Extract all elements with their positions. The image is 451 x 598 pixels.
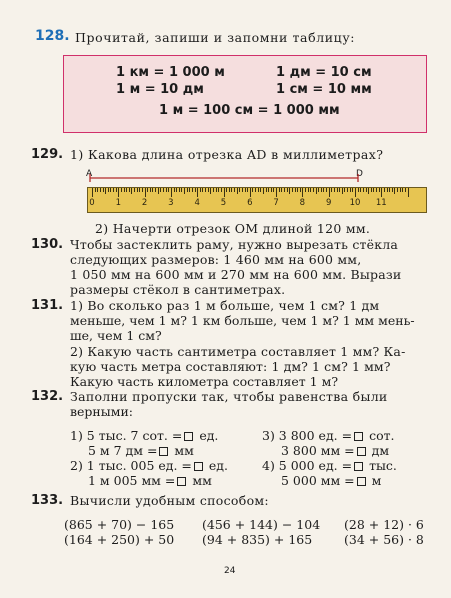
- exercise-number-133: 133.: [31, 493, 64, 508]
- fill-item-expr: 2) 1 тыс. 005 ед. =: [70, 458, 192, 473]
- ruler-tick: [344, 188, 345, 192]
- exercise-133-text: Вычисли удобным способом:: [70, 493, 269, 508]
- ruler-label: 3: [168, 198, 174, 208]
- ruler-tick: [363, 188, 364, 192]
- ruler-tick: [287, 188, 288, 192]
- ruler-tick: [316, 188, 317, 194]
- ruler-tick: [289, 188, 290, 194]
- ruler-tick: [281, 188, 282, 192]
- ruler-tick: [158, 188, 159, 194]
- ruler-tick: [118, 188, 119, 197]
- fill-item-1a: [70, 428, 218, 443]
- ruler-tick: [318, 188, 319, 192]
- ruler-tick: [329, 188, 330, 197]
- ruler-tick: [276, 188, 277, 197]
- exercise-132-line: Заполни пропуски так, чтобы равенства были: [70, 389, 388, 404]
- ruler-tick: [350, 188, 351, 192]
- ruler-tick: [252, 188, 253, 192]
- ruler-tick: [268, 188, 269, 192]
- ruler-tick: [213, 188, 214, 192]
- ruler-tick: [97, 188, 98, 192]
- exercise-131-line: 2) Какую часть сантиметра составляет 1 мм? Ка-: [70, 344, 406, 359]
- ruler-label: 9: [325, 198, 332, 208]
- ruler-tick: [105, 188, 106, 194]
- ruler-tick: [355, 188, 356, 197]
- exercise-131-line: 1) Во сколько раз 1 м больше, чем 1 см? 1 дм: [70, 298, 380, 313]
- ruler-tick: [168, 188, 169, 192]
- blank-box[interactable]: [194, 462, 203, 471]
- ruler-tick: [300, 188, 301, 192]
- ruler-tick: [381, 188, 382, 197]
- fill-item-unit: ед.: [199, 428, 219, 443]
- fill-item-2a: [70, 458, 228, 473]
- fill-item-4b: [281, 473, 381, 488]
- expression: (865 + 70) − 165: [64, 517, 175, 532]
- ruler-tick: [239, 188, 240, 192]
- ruler-tick: [195, 188, 196, 192]
- exercise-131-line: кую часть метра составляют: 1 дм? 1 см? 1 мм?: [70, 359, 391, 374]
- ruler-tick: [124, 188, 125, 192]
- fill-item-1b: [88, 443, 194, 458]
- ruler-tick: [210, 188, 211, 194]
- ruler-tick: [139, 188, 140, 192]
- ruler-tick: [400, 188, 401, 192]
- ruler-tick: [163, 188, 164, 192]
- blank-box[interactable]: [159, 447, 168, 456]
- ruler-tick: [142, 188, 143, 192]
- ruler-tick: [273, 188, 274, 192]
- ruler-tick: [245, 188, 246, 192]
- ruler-tick: [197, 188, 198, 197]
- ruler-tick: [292, 188, 293, 192]
- ruler-tick: [103, 188, 104, 192]
- ruler-tick: [145, 188, 146, 197]
- exercise-130-line: 1 050 мм на 600 мм и 270 мм на 600 мм. Вырази: [70, 267, 402, 282]
- fill-item-unit: мм: [192, 473, 212, 488]
- ruler-tick: [352, 188, 353, 192]
- ruler-tick: [116, 188, 117, 192]
- ruler-tick: [402, 188, 403, 192]
- ruler-tick: [302, 188, 303, 197]
- ruler-tick: [100, 188, 101, 192]
- ruler-tick: [134, 188, 135, 192]
- ruler-tick: [155, 188, 156, 192]
- ruler-tick: [176, 188, 177, 192]
- fill-item-unit: тыс.: [369, 458, 397, 473]
- ruler-tick: [379, 188, 380, 192]
- ruler-label: 2: [141, 198, 148, 208]
- blank-box[interactable]: [357, 447, 366, 456]
- ruler-tick: [231, 188, 232, 192]
- ruler-label: 8: [299, 198, 306, 208]
- ruler-tick: [174, 188, 175, 192]
- exercise-number-132: 132.: [31, 389, 64, 404]
- ruler-tick: [229, 188, 230, 192]
- ruler-tick: [342, 188, 343, 194]
- expression: (28 + 12) · 6: [344, 517, 424, 532]
- ruler-tick: [202, 188, 203, 192]
- blank-box[interactable]: [177, 477, 186, 486]
- exercise-130-line: размеры стёкол в сантиметрах.: [70, 282, 286, 297]
- ruler-tick: [237, 188, 238, 194]
- ruler-tick: [221, 188, 222, 192]
- expression: (456 + 144) − 104: [202, 517, 321, 532]
- ruler-tick: [224, 188, 225, 197]
- ruler-label: 1: [115, 198, 122, 208]
- ruler-tick: [152, 188, 153, 192]
- exercise-129-part1: 1) Какова длина отрезка AD в миллиметрах?: [70, 147, 384, 162]
- ruler-tick: [147, 188, 148, 192]
- fill-item-expr: 5 000 мм =: [281, 473, 355, 488]
- ruler-tick: [408, 188, 409, 197]
- ruler-tick: [126, 188, 127, 192]
- table-cell-m-cm-mm: 1 м = 100 см = 1 000 мм: [159, 103, 340, 118]
- ruler-tick: [266, 188, 267, 192]
- fill-item-3a: [262, 428, 394, 443]
- ruler-tick: [258, 188, 259, 192]
- ruler-tick: [331, 188, 332, 192]
- fill-item-expr: 3) 3 800 ед. =: [262, 428, 353, 443]
- expression: (34 + 56) · 8: [344, 532, 424, 547]
- fill-item-unit: м: [371, 473, 382, 488]
- ruler-tick: [384, 188, 385, 192]
- ruler-tick: [121, 188, 122, 192]
- fill-item-expr: 5 м 7 дм =: [88, 443, 158, 458]
- segment-ad: [88, 174, 360, 184]
- ruler-tick: [271, 188, 272, 192]
- ruler-tick: [360, 188, 361, 192]
- fill-item-2b: [88, 473, 212, 488]
- ruler-tick: [358, 188, 359, 192]
- expression: (164 + 250) + 50: [64, 532, 175, 547]
- ruler-tick: [192, 188, 193, 192]
- ruler-tick: [284, 188, 285, 192]
- ruler-tick: [392, 188, 393, 192]
- expression: (94 + 835) + 165: [202, 532, 313, 547]
- fill-item-expr: 1) 5 тыс. 7 сот. =: [70, 428, 183, 443]
- ruler-tick: [389, 188, 390, 192]
- ruler-label: 4: [194, 198, 200, 208]
- ruler-label: 5: [220, 198, 227, 208]
- ruler-tick: [334, 188, 335, 192]
- ruler-tick: [226, 188, 227, 192]
- ruler-tick: [366, 188, 367, 192]
- ruler-tick: [305, 188, 306, 192]
- ruler-tick: [313, 188, 314, 192]
- ruler-tick: [263, 188, 264, 194]
- fill-item-expr: 1 м 005 мм =: [88, 473, 176, 488]
- ruler-tick: [347, 188, 348, 192]
- ruler-tick: [326, 188, 327, 192]
- exercise-128-text: Прочитай, запиши и запомни таблицу:: [75, 30, 356, 45]
- exercise-132-line: верными:: [70, 404, 133, 419]
- ruler-tick: [279, 188, 280, 192]
- ruler-label: 0: [89, 198, 95, 208]
- ruler-tick: [205, 188, 206, 192]
- ruler-tick: [189, 188, 190, 192]
- ruler-tick: [260, 188, 261, 192]
- ruler-tick: [323, 188, 324, 192]
- ruler-tick: [129, 188, 130, 192]
- ruler-tick: [339, 188, 340, 192]
- ruler-tick: [337, 188, 338, 192]
- ruler-label: 7: [273, 198, 279, 208]
- ruler-tick: [368, 188, 369, 194]
- ruler-tick: [376, 188, 377, 192]
- fill-item-expr: 4) 5 000 ед. =: [262, 458, 353, 473]
- ruler-tick: [310, 188, 311, 192]
- ruler-tick: [297, 188, 298, 192]
- fill-item-unit: дм: [371, 443, 390, 458]
- ruler-tick: [394, 188, 395, 194]
- table-cell-cm: 1 см = 10 мм: [276, 82, 372, 97]
- ruler-tick: [208, 188, 209, 192]
- ruler-tick: [373, 188, 374, 192]
- ruler-tick: [108, 188, 109, 192]
- exercise-130-line: Чтобы застеклить раму, нужно вырезать стёкла: [70, 237, 399, 252]
- blank-box[interactable]: [184, 432, 193, 441]
- ruler-tick: [92, 188, 93, 197]
- ruler: [87, 187, 427, 213]
- ruler-tick: [216, 188, 217, 192]
- exercise-130-line: следующих размеров: 1 460 мм на 600 мм,: [70, 252, 362, 267]
- ruler-tick: [150, 188, 151, 192]
- ruler-tick: [250, 188, 251, 197]
- units-table-box: [63, 55, 427, 133]
- fill-item-unit: сот.: [369, 428, 395, 443]
- ruler-tick: [184, 188, 185, 194]
- ruler-tick: [371, 188, 372, 192]
- ruler-tick: [405, 188, 406, 192]
- exercise-number-128: 128.: [35, 28, 70, 44]
- table-cell-km: 1 км = 1 000 м: [116, 65, 225, 80]
- ruler-tick: [308, 188, 309, 192]
- exercise-131-line: Какую часть километра составляет 1 м?: [70, 374, 339, 389]
- fill-item-unit: мм: [174, 443, 194, 458]
- table-cell-dm: 1 дм = 10 см: [276, 65, 372, 80]
- fill-item-unit: ед.: [208, 458, 228, 473]
- ruler-tick: [110, 188, 111, 192]
- ruler-tick: [255, 188, 256, 192]
- ruler-tick: [95, 188, 96, 192]
- point-a-label: A: [86, 169, 93, 179]
- ruler-tick: [181, 188, 182, 192]
- exercise-131-line: ше, чем 1 см?: [70, 328, 162, 343]
- blank-box[interactable]: [354, 462, 363, 471]
- ruler-tick: [387, 188, 388, 192]
- ruler-tick: [397, 188, 398, 192]
- point-d-label: D: [356, 169, 363, 179]
- ruler-tick: [137, 188, 138, 192]
- ruler-label: 10: [349, 198, 361, 208]
- ruler-label: 11: [375, 198, 387, 208]
- page-number: 24: [224, 566, 236, 576]
- ruler-tick: [247, 188, 248, 192]
- ruler-tick: [113, 188, 114, 192]
- ruler-tick: [234, 188, 235, 192]
- ruler-tick: [160, 188, 161, 192]
- exercise-129-part2: 2) Начерти отрезок OM длиной 120 мм.: [95, 221, 371, 236]
- fill-item-4a: [262, 458, 397, 473]
- blank-box[interactable]: [357, 477, 366, 486]
- fill-item-3b: [281, 443, 389, 458]
- ruler-tick: [242, 188, 243, 192]
- exercise-number-130: 130.: [31, 237, 64, 252]
- exercise-131-line: меньше, чем 1 м? 1 км больше, чем 1 м? 1 мм мень-: [70, 313, 415, 328]
- ruler-label: 6: [247, 198, 253, 208]
- table-cell-m: 1 м = 10 дм: [116, 82, 204, 97]
- ruler-tick: [166, 188, 167, 192]
- ruler-tick: [200, 188, 201, 192]
- exercise-number-131: 131.: [31, 298, 64, 313]
- blank-box[interactable]: [354, 432, 363, 441]
- ruler-tick: [179, 188, 180, 192]
- ruler-tick: [321, 188, 322, 192]
- ruler-tick: [131, 188, 132, 194]
- ruler-tick: [218, 188, 219, 192]
- ruler-tick: [171, 188, 172, 197]
- ruler-tick: [295, 188, 296, 192]
- exercise-number-129: 129.: [31, 147, 64, 162]
- fill-item-expr: 3 800 мм =: [281, 443, 355, 458]
- ruler-tick: [187, 188, 188, 192]
